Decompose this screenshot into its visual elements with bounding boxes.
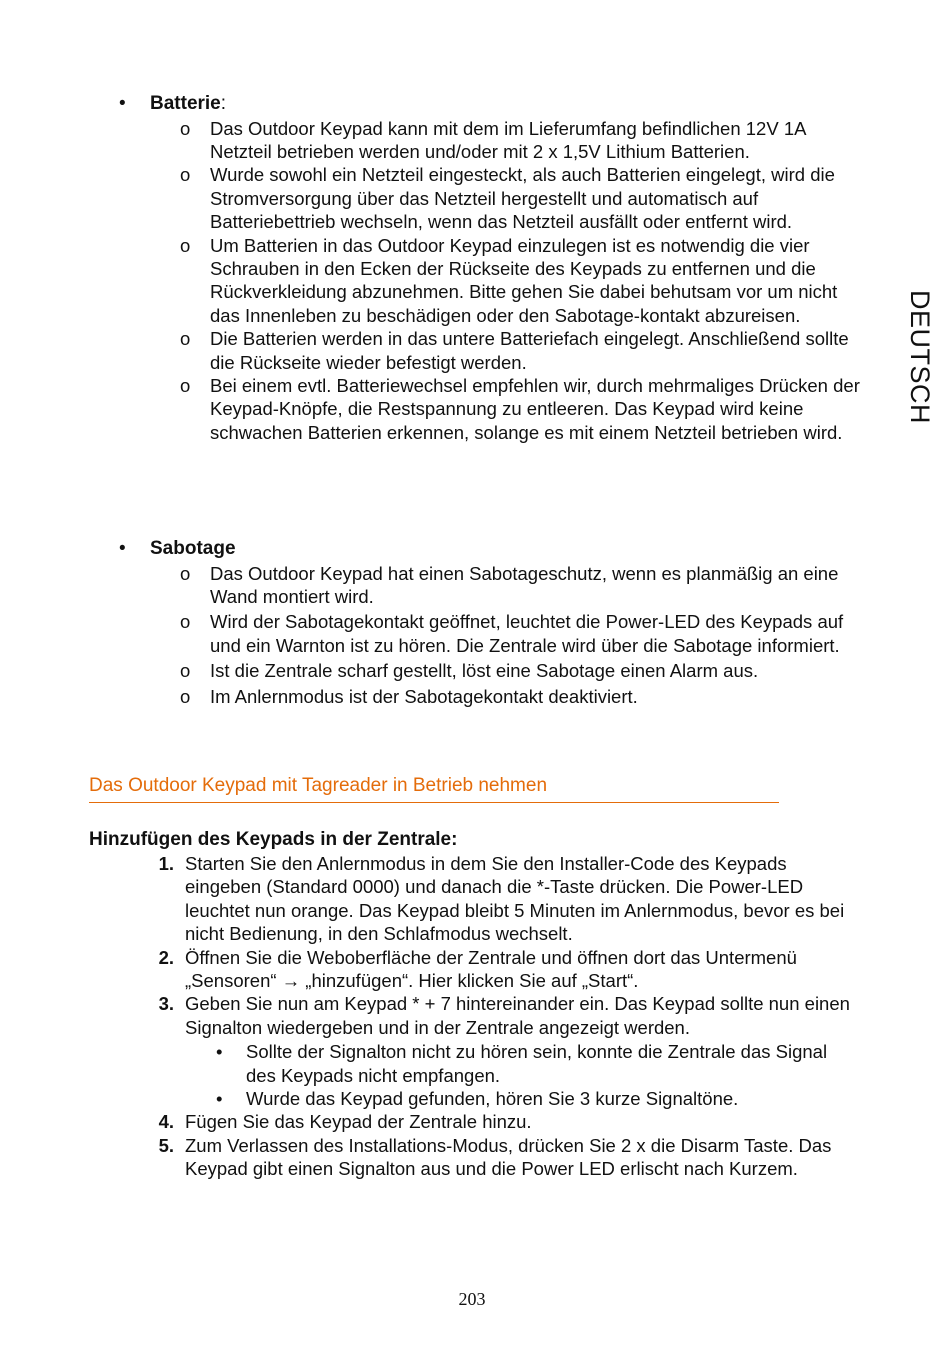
section-heading: Das Outdoor Keypad mit Tagreader in Betrieb nehmen bbox=[89, 773, 779, 803]
steps-list bbox=[0, 852, 950, 1181]
battery-item-text: Bei einem evtl. Batteriewechsel empfehlen wir, durch mehrmaliges Drücken der Keypad-Knöpfe, die Restspannung zu entleeren. Das Keypad wird keine schwachen Batterien erkennen, solange es mit einem Netzteil betrieben wird. bbox=[210, 374, 860, 443]
bullet-icon: • bbox=[119, 538, 126, 559]
circle-bullet-icon: o bbox=[180, 164, 191, 186]
battery-heading-row bbox=[0, 92, 950, 116]
battery-item-text: Die Batterien werden in das untere Batteriefach eingelegt. Anschließend sollte die Rückseite wieder befestigt werden. bbox=[210, 328, 849, 373]
step-text: Fügen Sie das Keypad der Zentrale hinzu. bbox=[185, 1111, 532, 1133]
circle-bullet-icon: o bbox=[180, 328, 191, 350]
step-item bbox=[0, 946, 950, 993]
list-item bbox=[0, 163, 950, 233]
list-item bbox=[0, 562, 950, 609]
step-text: Öffnen Sie die Weboberfläche der Zentrale und öffnen dort das Untermenü „Sensoren“ → „hinzufügen“. Hier klicken Sie auf „Start“. bbox=[185, 946, 797, 992]
step-item bbox=[0, 1134, 950, 1181]
step-text: Zum Verlassen des Installations-Modus, drücken Sie 2 x die Disarm Taste. Das Keypad gibt einen Signalton aus und die Power LED erlischt nach Kurzem. bbox=[185, 1134, 832, 1180]
step-item bbox=[0, 852, 950, 946]
list-item bbox=[0, 327, 950, 374]
sabotage-title: Sabotage bbox=[150, 538, 236, 559]
list-item bbox=[0, 117, 950, 164]
battery-section bbox=[0, 92, 950, 444]
circle-bullet-icon: o bbox=[180, 611, 191, 633]
battery-item-text: Um Batterien in das Outdoor Keypad einzulegen ist es notwendig die vier Schrauben in den Ecken der Rückseite des Keypads zu entfernen und die Rückverkleidung abzunehmen. Bitte gehen Sie dabei behutsam vor um nicht das Innenleben zu beschädigen oder den Sabotage-kontakt abzureisen. bbox=[210, 234, 838, 326]
battery-item-text: Das Outdoor Keypad kann mit dem im Lieferumfang befindlichen 12V 1A Netzteil betrieben werden und/oder mit 2 x 1,5V Lithium Batterien. bbox=[210, 117, 806, 162]
subheading: Hinzufügen des Keypads in der Zentrale: bbox=[89, 829, 458, 850]
circle-bullet-icon: o bbox=[180, 562, 191, 584]
list-item bbox=[0, 659, 950, 682]
step-number: 3. bbox=[158, 993, 174, 1015]
sabotage-heading-row bbox=[0, 537, 950, 561]
list-item bbox=[0, 685, 950, 708]
step-item bbox=[0, 992, 950, 1039]
step-text: Geben Sie nun am Keypad * + 7 hintereinander ein. Das Keypad sollte nun einen Signalton wiedergeben und in der Zentrale angezeigt werden. bbox=[185, 993, 850, 1038]
list-item bbox=[0, 1040, 950, 1087]
battery-item-text: Wurde sowohl ein Netzteil eingesteckt, als auch Batterien eingelegt, wird die Stromversorgung über das Netzteil hergestellt und automatisch auf Batteriebettrieb wechseln, wenn das Netzteil ausfällt oder entfernt wird. bbox=[210, 164, 835, 233]
circle-bullet-icon: o bbox=[180, 234, 191, 256]
language-tab: DEUTSCH bbox=[905, 290, 935, 425]
step-note-text: Wurde das Keypad gefunden, hören Sie 3 kurze Signaltöne. bbox=[246, 1088, 739, 1110]
bullet-icon: • bbox=[119, 93, 126, 114]
circle-bullet-icon: o bbox=[180, 660, 191, 682]
sabotage-item-text: Im Anlernmodus ist der Sabotagekontakt deaktiviert. bbox=[210, 685, 638, 707]
circle-bullet-icon: o bbox=[180, 685, 191, 707]
circle-bullet-icon: o bbox=[180, 374, 191, 396]
sabotage-item-text: Das Outdoor Keypad hat einen Sabotageschutz, wenn es planmäßig an eine Wand montiert wird. bbox=[210, 562, 839, 607]
step-number: 5. bbox=[158, 1134, 174, 1156]
page-number: 203 bbox=[458, 1289, 486, 1309]
sabotage-item-text: Ist die Zentrale scharf gestellt, löst eine Sabotage einen Alarm aus. bbox=[210, 660, 759, 682]
battery-title-colon: : bbox=[220, 93, 227, 114]
battery-title: Batterie bbox=[150, 93, 221, 114]
list-item bbox=[0, 1087, 950, 1110]
step-note-text: Sollte der Signalton nicht zu hören sein, konnte die Zentrale das Signal des Keypads nicht empfangen. bbox=[246, 1041, 828, 1086]
step-number: 4. bbox=[158, 1111, 174, 1133]
step-number: 2. bbox=[158, 946, 174, 968]
list-item bbox=[0, 374, 950, 444]
bullet-icon: • bbox=[216, 1041, 223, 1063]
step-text: Starten Sie den Anlernmodus in dem Sie den Installer-Code des Keypads eingeben (Standard 0000) und danach die *-Taste drücken. Die Power-LED leuchtet nun orange. Das Keypad bleibt 5 Minuten im Anlernmodus, bevor es bei nicht Bedienung, in den Schlafmodus wechselt. bbox=[185, 853, 845, 945]
step-number: 1. bbox=[158, 853, 174, 874]
sabotage-item-text: Wird der Sabotagekontakt geöffnet, leuchtet die Power-LED des Keypads auf und ein Warnton ist zu hören. Die Zentrale wird über die Sabotage informiert. bbox=[210, 611, 844, 656]
step-item bbox=[0, 1110, 950, 1133]
list-item bbox=[0, 610, 950, 657]
sabotage-section bbox=[0, 537, 950, 708]
bullet-icon: • bbox=[216, 1088, 223, 1110]
list-item bbox=[0, 234, 950, 328]
circle-bullet-icon: o bbox=[180, 117, 191, 139]
